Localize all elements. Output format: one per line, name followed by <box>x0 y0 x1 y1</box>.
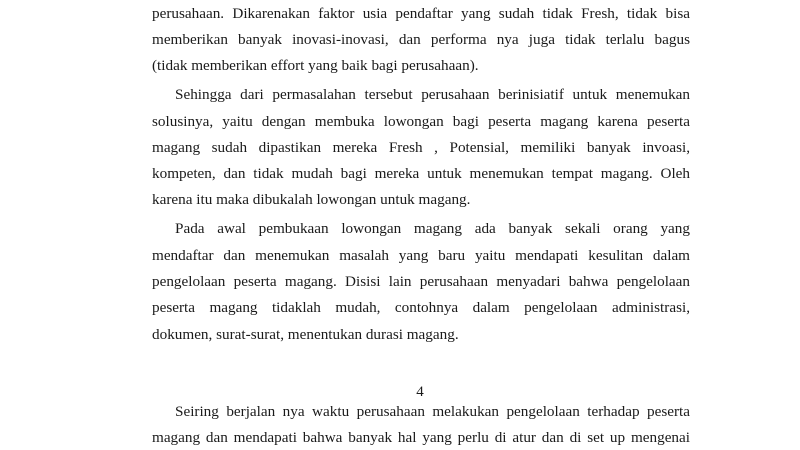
paragraph-2-line-5: karena itu maka dibukalah lowongan untuk magang. <box>152 191 471 208</box>
paragraph-2-line-4: kompeten, dan tidak mudah bagi mereka untuk menemukan tempat magang. Oleh <box>152 165 690 182</box>
page-number: 4 <box>416 384 424 400</box>
paragraph-3-line-3: pengelolaan peserta magang. Disisi lain perusahaan menyadari bahwa pengelolaan <box>152 273 690 290</box>
paragraph-2-line-2: solusinya, yaitu dengan membuka lowongan bagi peserta magang karena peserta <box>152 113 690 130</box>
paragraph-1-line-2: memberikan banyak inovasi-inovasi, dan performa nya juga tidak terlalu bagus <box>152 31 690 48</box>
paragraph-2-line-1: Sehingga dari permasalahan tersebut perusahaan berinisiatif untuk menemukan <box>175 86 690 103</box>
paragraph-2-line-3: magang sudah dipastikan mereka Fresh , Potensial, memiliki banyak invoasi, <box>152 139 690 156</box>
next-page-line-2: magang dan mendapati bahwa banyak hal yang perlu di atur dan di set up mengenai <box>152 429 690 446</box>
paragraph-1-line-1: perusahaan. Dikarenakan faktor usia pendaftar yang sudah tidak Fresh, tidak bisa <box>152 5 690 22</box>
paragraph-3-line-5: dokumen, surat-surat, menentukan durasi magang. <box>152 326 459 343</box>
paragraph-3-line-2: mendaftar dan menemukan masalah yang baru yaitu mendapati kesulitan dalam <box>152 247 690 264</box>
paragraph-1-line-3: (tidak memberikan effort yang baik bagi perusahaan). <box>152 57 479 74</box>
next-page-line-1: Seiring berjalan nya waktu perusahaan melakukan pengelolaan terhadap peserta <box>175 403 690 420</box>
paragraph-3-line-4: peserta magang tidaklah mudah, contohnya dalam pengelolaan administrasi, <box>152 299 690 316</box>
paragraph-3-line-1: Pada awal pembukaan lowongan magang ada banyak sekali orang yang <box>175 220 690 237</box>
